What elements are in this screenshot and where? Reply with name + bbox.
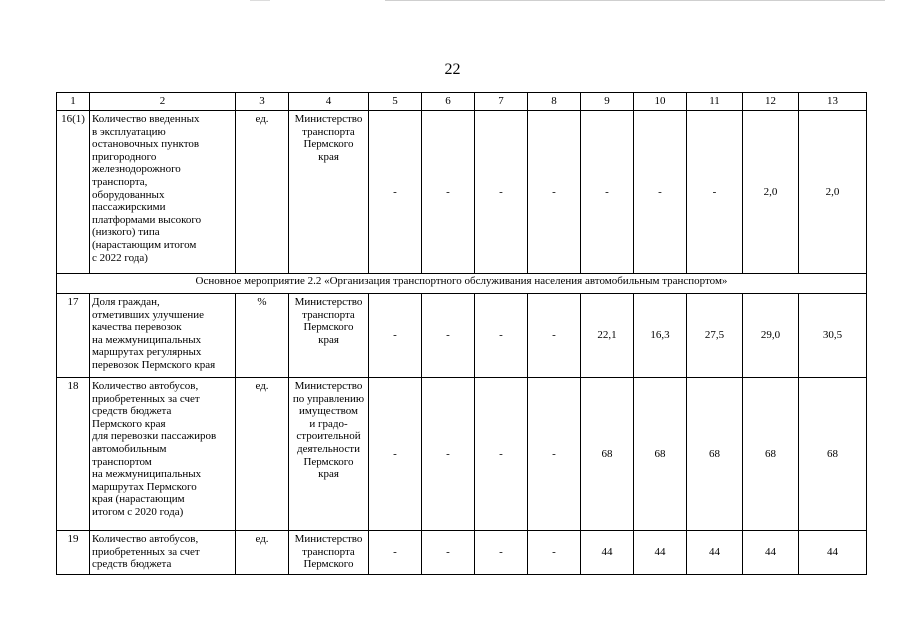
- value-cell: -: [369, 111, 422, 274]
- responsible-line: транспорта: [302, 308, 355, 321]
- indicator-name-line: итогом с 2020 года): [92, 505, 184, 518]
- column-header: 7: [475, 93, 528, 111]
- value-cell: -: [528, 378, 581, 531]
- table-row: [57, 531, 867, 575]
- value-cell: -: [581, 111, 634, 274]
- indicator-name-line: перевозок Пермского края: [92, 358, 216, 371]
- responsible-cell: [289, 111, 369, 274]
- indicator-name-line: качества перевозок: [92, 321, 182, 334]
- table-row: [57, 378, 867, 531]
- value-cell: -: [422, 111, 475, 274]
- value-cell: -: [528, 531, 581, 575]
- value-cell: 27,5: [687, 294, 743, 378]
- responsible-line: Министерство: [294, 533, 363, 545]
- column-header: 12: [743, 93, 799, 111]
- value-cell: -: [634, 111, 687, 274]
- value-cell: 44: [687, 531, 743, 575]
- column-number-row: [57, 93, 867, 111]
- responsible-cell: [289, 378, 369, 531]
- responsible-line: Пермского: [303, 138, 354, 151]
- indicator-name-line: с 2022 года): [92, 251, 148, 264]
- value-cell: 16,3: [634, 294, 687, 378]
- indicator-name-line: транспортом: [92, 455, 152, 468]
- indicator-name-line: средств бюджета: [92, 405, 172, 418]
- indicator-name-line: Количество автобусов,: [92, 380, 199, 392]
- responsible-line: Пермского: [303, 321, 354, 334]
- value-cell: 44: [634, 531, 687, 575]
- responsible-line: Министерство: [294, 113, 363, 125]
- section-heading-row: [57, 274, 867, 294]
- indicator-name-line: Количество автобусов,: [92, 533, 199, 545]
- unit-cell: ед.: [236, 378, 289, 531]
- responsible-line: Пермского: [303, 455, 354, 468]
- value-cell: 68: [634, 378, 687, 531]
- value-cell: 44: [799, 531, 867, 575]
- value-cell: 68: [581, 378, 634, 531]
- value-cell: -: [369, 378, 422, 531]
- unit-cell: ед.: [236, 111, 289, 274]
- value-cell: -: [528, 111, 581, 274]
- responsible-line: имуществом: [298, 405, 359, 418]
- responsible-cell: [289, 294, 369, 378]
- responsible-line: Министерство: [294, 380, 363, 392]
- value-cell: 68: [743, 378, 799, 531]
- value-cell: -: [475, 378, 528, 531]
- responsible-line: и градо-: [309, 417, 348, 430]
- responsible-line: транспорта: [302, 545, 355, 558]
- column-header: 6: [422, 93, 475, 111]
- value-cell: 2,0: [799, 111, 867, 274]
- row-number: 19: [57, 531, 90, 575]
- column-header: 4: [289, 93, 369, 111]
- column-header: 11: [687, 93, 743, 111]
- indicator-name-line: отметивших улучшение: [92, 308, 205, 321]
- indicators-table: [56, 92, 867, 575]
- indicator-name-line: Пермского края: [92, 417, 166, 430]
- row-number: 18: [57, 378, 90, 531]
- value-cell: -: [528, 294, 581, 378]
- value-cell: 2,0: [743, 111, 799, 274]
- indicator-name-line: пассажирскими: [92, 201, 166, 214]
- value-cell: 22,1: [581, 294, 634, 378]
- value-cell: 68: [799, 378, 867, 531]
- indicator-name-line: оборудованных: [92, 188, 165, 201]
- value-cell: -: [687, 111, 743, 274]
- value-cell: -: [422, 378, 475, 531]
- value-cell: -: [369, 531, 422, 575]
- value-cell: 29,0: [743, 294, 799, 378]
- column-header: 5: [369, 93, 422, 111]
- indicator-name-line: в эксплуатацию: [92, 125, 166, 138]
- responsible-line: края: [318, 150, 339, 163]
- column-header: 9: [581, 93, 634, 111]
- value-cell: 30,5: [799, 294, 867, 378]
- responsible-line: деятельности: [297, 442, 360, 455]
- column-header: 10: [634, 93, 687, 111]
- table-row: [57, 111, 867, 274]
- column-header: 2: [90, 93, 236, 111]
- responsible-line: строительной: [296, 430, 361, 443]
- indicator-name-line: края (нарастающим: [92, 493, 185, 506]
- column-header: 1: [57, 93, 90, 111]
- scan-edge-line: [385, 0, 885, 1]
- unit-cell: ед.: [236, 531, 289, 575]
- indicator-name-line: (нарастающим итогом: [92, 238, 197, 251]
- responsible-cell: [289, 531, 369, 575]
- column-header: 3: [236, 93, 289, 111]
- table-row: [57, 294, 867, 378]
- indicator-name-line: приобретенных за счет: [92, 545, 200, 558]
- indicator-name-line: Количество введенных: [92, 113, 200, 125]
- value-cell: -: [369, 294, 422, 378]
- row-number: 17: [57, 294, 90, 378]
- value-cell: 44: [743, 531, 799, 575]
- value-cell: -: [422, 531, 475, 575]
- responsible-line: края: [318, 333, 339, 346]
- scan-mark: [250, 0, 270, 1]
- indicator-name-line: Доля граждан,: [92, 296, 160, 308]
- responsible-line: транспорта: [302, 125, 355, 138]
- unit-cell: %: [236, 294, 289, 378]
- indicator-name-line: на межмуниципальных: [92, 333, 202, 346]
- indicator-name: [90, 111, 236, 274]
- section-title: Основное мероприятие 2.2 «Организация транспортного обслуживания населения автомобильным транспортом»: [57, 274, 867, 294]
- column-header: 13: [799, 93, 867, 111]
- column-header: 8: [528, 93, 581, 111]
- value-cell: -: [422, 294, 475, 378]
- indicator-name-line: маршрутах Пермского: [92, 480, 197, 493]
- value-cell: -: [475, 111, 528, 274]
- responsible-line: Пермского: [303, 558, 354, 571]
- indicator-name-line: приобретенных за счет: [92, 392, 200, 405]
- indicator-name-line: транспорта,: [92, 175, 148, 188]
- row-number: 16(1): [57, 111, 90, 274]
- value-cell: 68: [687, 378, 743, 531]
- indicator-name: [90, 294, 236, 378]
- indicator-name-line: (низкого) типа: [92, 226, 160, 239]
- value-cell: 44: [581, 531, 634, 575]
- indicator-name-line: автомобильным: [92, 442, 167, 455]
- indicator-name-line: маршрутах регулярных: [92, 346, 202, 359]
- value-cell: -: [475, 531, 528, 575]
- indicator-name-line: пригородного: [92, 150, 157, 163]
- responsible-line: края: [318, 468, 339, 481]
- indicator-name-line: платформами высокого: [92, 213, 202, 226]
- indicator-name-line: остановочных пунктов: [92, 138, 200, 151]
- responsible-line: Министерство: [294, 296, 363, 308]
- page-number: 22: [444, 61, 461, 78]
- indicator-name: [90, 531, 236, 575]
- indicator-name-line: для перевозки пассажиров: [92, 430, 217, 443]
- indicator-name-line: на межмуниципальных: [92, 468, 202, 481]
- responsible-line: по управлению: [292, 392, 365, 405]
- indicator-name-line: железнодорожного: [92, 163, 181, 176]
- indicator-name-line: средств бюджета: [92, 558, 172, 571]
- indicator-name: [90, 378, 236, 531]
- value-cell: -: [475, 294, 528, 378]
